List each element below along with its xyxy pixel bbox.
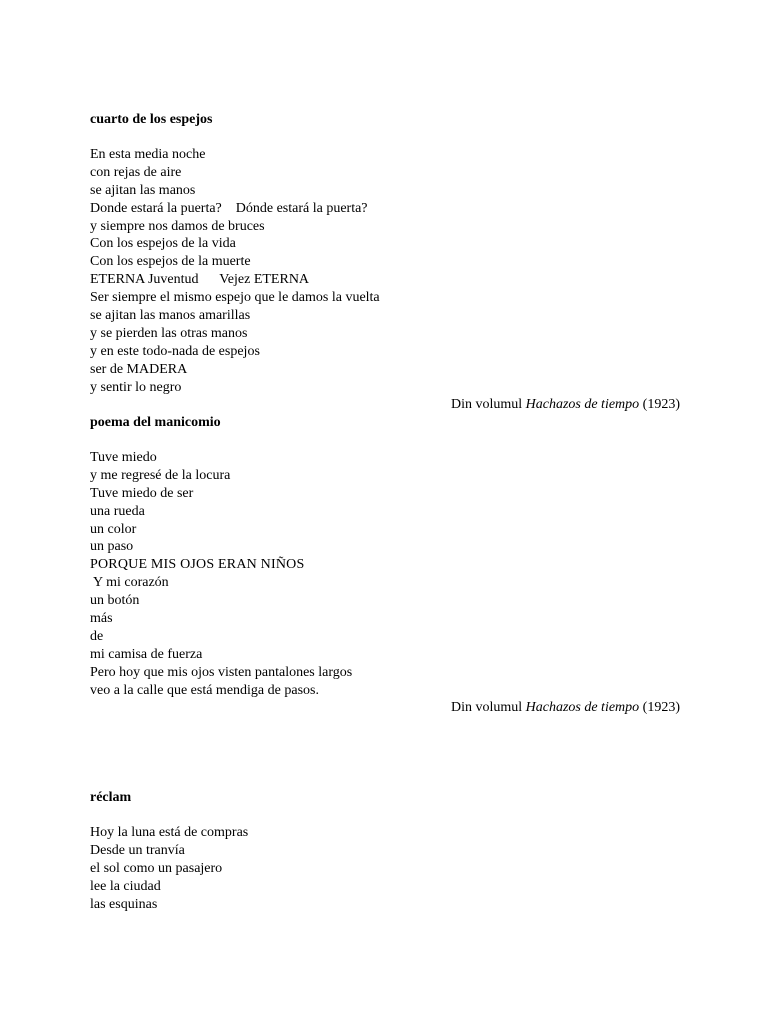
citation-prefix: Din volumul [450,700,526,716]
citation-work: Hachazos de tiempo [525,700,640,716]
poem-line: un botón [90,593,140,609]
poem-line: Con los espejos de la muerte [90,254,251,270]
poem-line: Pero hoy que mis ojos visten pantalones largos [90,664,353,680]
poem-line: veo a la calle que está mendiga de pasos. [90,682,319,698]
poem-line: un paso [90,539,134,555]
citation-year: (1923) [639,700,680,716]
poem-line: Y mi corazón [90,575,169,591]
poem-line: con rejas de aire [90,164,182,180]
poem-line: el sol como un pasajero [90,860,223,876]
poem-line: y se pierden las otras manos [90,325,248,341]
poem-line: ser de MADERA [90,361,188,377]
citation-work: Hachazos de tiempo [525,397,640,413]
poem-line: una rueda [90,503,145,519]
poem-line: se ajitan las manos amarillas [90,308,251,324]
citation-year: (1923) [639,397,680,413]
poem-line: mi camisa de fuerza [90,646,203,662]
poem-line: Donde estará la puerta? Dónde estará la puerta? [90,200,368,216]
poem-line: se ajitan las manos [90,182,196,198]
poem-line: Tuve miedo [90,450,157,465]
poem-line: y me regresé de la locura [90,467,231,483]
poem-cuarto-de-los-espejos [90,111,680,414]
poem-line: Ser siempre el mismo espejo que le damos la vuelta [90,290,380,306]
poem-poema-del-manicomio [90,414,680,717]
poem-line: y en este todo-nada de espejos [90,343,260,359]
poem-line: un color [90,521,137,537]
citation [90,699,680,717]
citation-prefix: Din volumul [450,397,526,413]
poem-line: de [90,628,104,644]
poem-line: más [90,611,113,627]
poem-line: PORQUE MIS OJOS ERAN NIÑOS [90,557,305,573]
poem-line: y sentir lo negro [90,379,182,395]
poem-line: las esquinas [90,896,158,912]
poem-title: poema del manicomio [90,415,221,430]
poem-line: En esta media noche [90,147,206,162]
poem-line: Con los espejos de la vida [90,236,236,252]
poem-title: réclam [90,790,132,805]
poem-title: cuarto de los espejos [90,112,213,127]
poem-reclam [90,789,680,913]
poem-line: Hoy la luna está de compras [90,825,249,840]
poem-line: y siempre nos damos de bruces [90,218,265,234]
poem-line: ETERNA Juventud Vejez ETERNA [90,272,310,288]
poem-line: lee la ciudad [90,878,161,894]
poem-line: Desde un tranvía [90,842,185,858]
poem-line: Tuve miedo de ser [90,485,194,501]
citation [90,396,680,414]
